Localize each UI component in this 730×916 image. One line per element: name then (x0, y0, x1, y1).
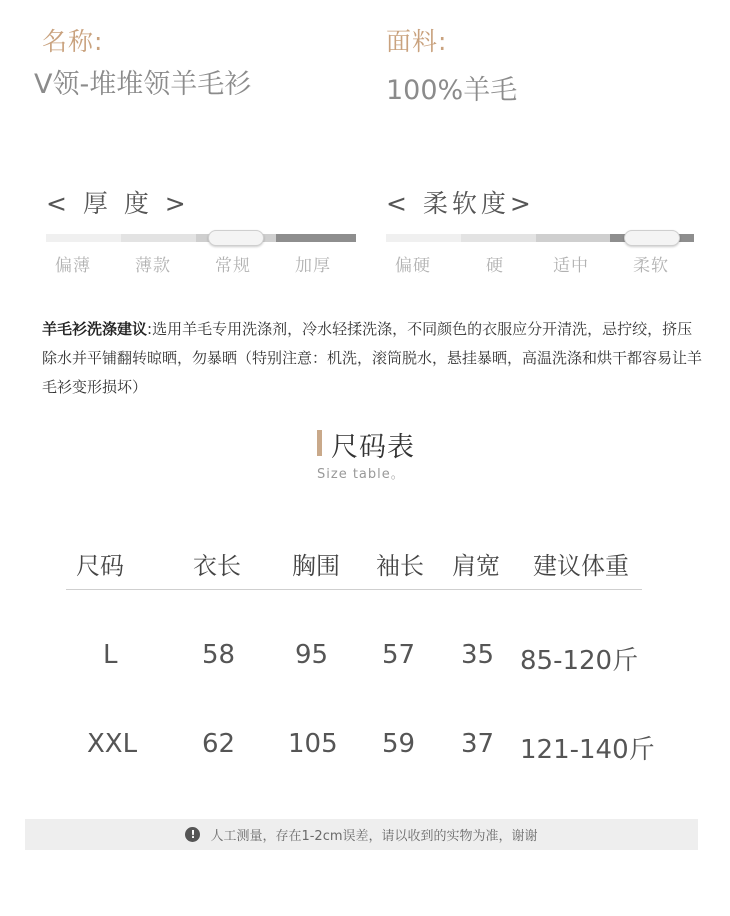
softness-option: 适中 (553, 256, 589, 276)
thickness-slider-knob (208, 230, 264, 246)
softness-option: 偏硬 (395, 256, 431, 276)
table-cell: 57 (382, 640, 416, 670)
softness-slider-knob (624, 230, 680, 246)
thickness-slider (46, 234, 356, 242)
softness-option: 柔软 (633, 256, 669, 276)
fabric-label: 面料: (386, 27, 448, 56)
thickness-option: 薄款 (135, 256, 171, 276)
table-header: 胸围 (292, 552, 340, 580)
thickness-option: 常规 (215, 256, 251, 276)
table-cell: XXL (87, 729, 138, 759)
thickness-option: 加厚 (295, 256, 331, 276)
thickness-title: < 厚 度 > (46, 189, 190, 218)
table-cell: 35 (461, 640, 495, 670)
name-label: 名称: (42, 27, 104, 56)
table-header: 建议体重 (533, 552, 629, 580)
fabric-value: 100%羊毛 (386, 75, 518, 106)
softness-slider (386, 234, 694, 242)
thickness-option: 偏薄 (55, 256, 91, 276)
table-cell: 59 (382, 729, 416, 759)
softness-title: < 柔软度> (386, 189, 535, 218)
table-cell: 85-120斤 (520, 646, 639, 676)
wash-advice (42, 315, 702, 402)
table-cell: 105 (288, 729, 338, 759)
table-header: 衣长 (193, 552, 241, 580)
size-table-subtitle: Size table。 (317, 467, 405, 482)
table-divider (66, 589, 642, 590)
wash-advice-label: 羊毛衫洗涤建议 (42, 320, 148, 338)
table-cell: 58 (202, 640, 236, 670)
table-header: 肩宽 (452, 552, 500, 580)
table-cell: 37 (461, 729, 495, 759)
table-cell: 62 (202, 729, 236, 759)
measurement-notice (25, 819, 698, 850)
table-header: 袖长 (376, 552, 424, 580)
wash-advice-text: :选用羊毛专用洗涤剂，冷水轻揉洗涤，不同颜色的衣服应分开清洗，忌拧绞，挤压除水并平铺翻转晾晒，勿暴晒（特别注意：机洗，滚筒脱水，悬挂暴晒，高温洗涤和烘干都容易让羊毛衫变形损坏） (42, 320, 703, 396)
name-value: V领-堆堆领羊毛衫 (34, 69, 252, 100)
table-cell: 121-140斤 (520, 735, 655, 765)
measurement-notice-text: 人工测量，存在1-2cm误差，请以收到的实物为准，谢谢 (210, 829, 538, 844)
exclamation-icon: ! (185, 827, 200, 842)
size-table-title: 尺码表 (331, 432, 415, 463)
heading-accent-bar (317, 430, 322, 456)
softness-option: 硬 (486, 256, 504, 276)
table-cell: 95 (295, 640, 329, 670)
table-header: 尺码 (76, 552, 124, 580)
table-cell: L (103, 640, 118, 670)
